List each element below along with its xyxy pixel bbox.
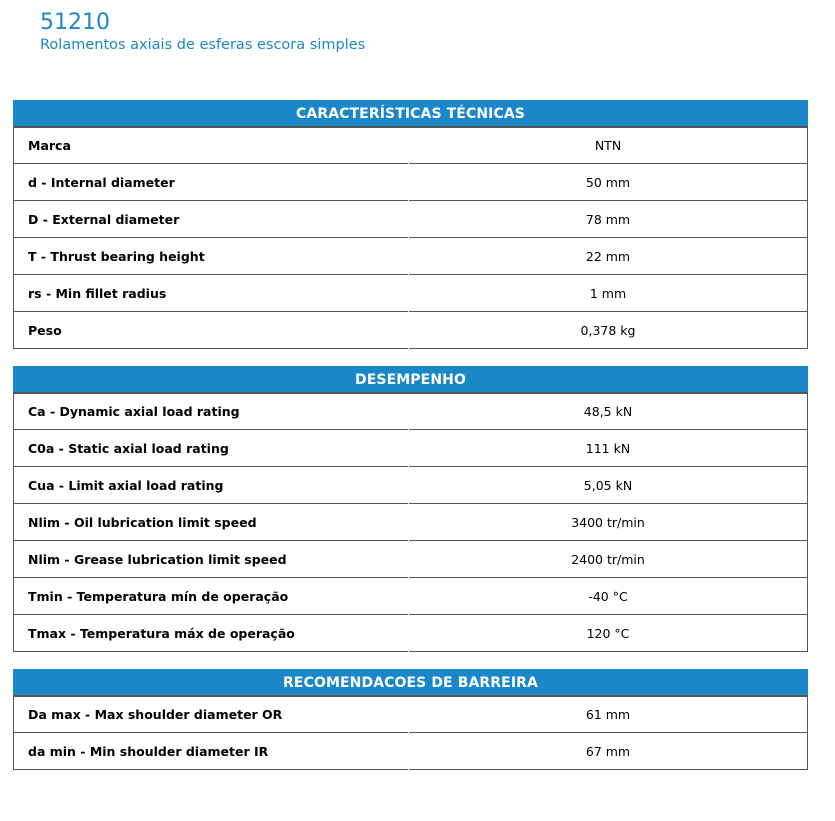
table-row xyxy=(14,312,808,349)
row-label: C0a - Static axial load rating xyxy=(14,430,409,467)
product-subtitle: Rolamentos axiais de esferas escora simples xyxy=(40,37,366,53)
table-row xyxy=(14,467,808,504)
row-label: Tmin - Temperatura mín de operação xyxy=(14,578,409,615)
table-row xyxy=(14,238,808,275)
table-row xyxy=(14,578,808,615)
table-row xyxy=(14,615,808,652)
row-label: Peso xyxy=(14,312,409,349)
row-label: d - Internal diameter xyxy=(14,164,409,201)
row-value: 3400 tr/min xyxy=(409,504,808,541)
row-value: 0,378 kg xyxy=(409,312,808,349)
row-label: rs - Min fillet radius xyxy=(14,275,409,312)
section-title: RECOMENDACOES DE BARREIRA xyxy=(13,669,808,695)
spec-table xyxy=(13,392,808,652)
row-label: Cua - Limit axial load rating xyxy=(14,467,409,504)
section-technical-characteristics xyxy=(13,100,808,349)
row-label: Ca - Dynamic axial load rating xyxy=(14,393,409,430)
section-title: CARACTERÍSTICAS TÉCNICAS xyxy=(13,100,808,126)
product-title: 51210 xyxy=(40,10,110,35)
row-value: 78 mm xyxy=(409,201,808,238)
row-value: 22 mm xyxy=(409,238,808,275)
row-label: D - External diameter xyxy=(14,201,409,238)
table-row xyxy=(14,275,808,312)
table-row xyxy=(14,541,808,578)
row-value: 111 kN xyxy=(409,430,808,467)
row-label: Da max - Max shoulder diameter OR xyxy=(14,696,409,733)
row-label: Tmax - Temperatura máx de operação xyxy=(14,615,409,652)
table-row xyxy=(14,430,808,467)
row-value: 48,5 kN xyxy=(409,393,808,430)
row-label: Nlim - Grease lubrication limit speed xyxy=(14,541,409,578)
table-row xyxy=(14,504,808,541)
row-value: 1 mm xyxy=(409,275,808,312)
table-row xyxy=(14,696,808,733)
table-row xyxy=(14,393,808,430)
row-label: T - Thrust bearing height xyxy=(14,238,409,275)
row-value: -40 °C xyxy=(409,578,808,615)
table-row xyxy=(14,733,808,770)
row-value: 120 °C xyxy=(409,615,808,652)
section-performance xyxy=(13,366,808,652)
row-value: 2400 tr/min xyxy=(409,541,808,578)
section-title: DESEMPENHO xyxy=(13,366,808,392)
row-value: 50 mm xyxy=(409,164,808,201)
row-value: NTN xyxy=(409,127,808,164)
spec-table xyxy=(13,126,808,349)
row-value: 5,05 kN xyxy=(409,467,808,504)
row-value: 61 mm xyxy=(409,696,808,733)
row-value: 67 mm xyxy=(409,733,808,770)
row-label: Marca xyxy=(14,127,409,164)
table-row xyxy=(14,201,808,238)
table-row xyxy=(14,164,808,201)
spec-table xyxy=(13,695,808,770)
row-label: Nlim - Oil lubrication limit speed xyxy=(14,504,409,541)
row-label: da min - Min shoulder diameter IR xyxy=(14,733,409,770)
table-row xyxy=(14,127,808,164)
section-shoulder-recommendations xyxy=(13,669,808,770)
